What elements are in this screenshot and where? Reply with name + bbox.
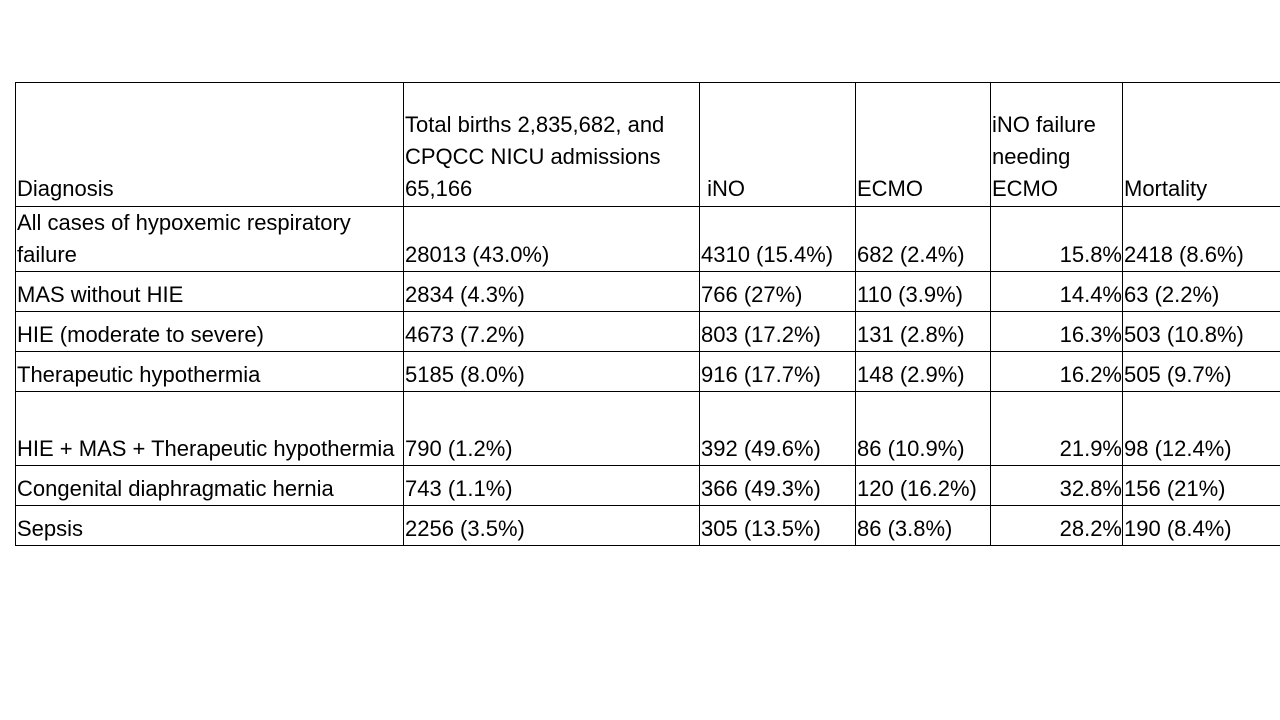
cell-ecmo: 86 (3.8%) (856, 506, 991, 546)
header-ino: iNO (700, 83, 856, 207)
cell-total: 4673 (7.2%) (404, 312, 700, 352)
cell-mortality: 63 (2.2%) (1123, 272, 1280, 312)
cell-mortality: 503 (10.8%) (1123, 312, 1280, 352)
cell-ino: 305 (13.5%) (700, 506, 856, 546)
cell-ino: 392 (49.6%) (700, 392, 856, 466)
cell-ino-failure: 16.3% (991, 312, 1123, 352)
table-row (16, 272, 1280, 312)
cell-ino-failure: 14.4% (991, 272, 1123, 312)
header-mortality: Mortality (1123, 83, 1280, 207)
cell-ecmo: 131 (2.8%) (856, 312, 991, 352)
cell-ino: 366 (49.3%) (700, 466, 856, 506)
cell-total: 28013 (43.0%) (404, 207, 700, 272)
cell-ecmo: 148 (2.9%) (856, 352, 991, 392)
cell-ino-failure: 28.2% (991, 506, 1123, 546)
cell-diagnosis: Therapeutic hypothermia (16, 352, 404, 392)
cell-total: 743 (1.1%) (404, 466, 700, 506)
cell-ino: 916 (17.7%) (700, 352, 856, 392)
cell-mortality: 505 (9.7%) (1123, 352, 1280, 392)
cell-mortality: 2418 (8.6%) (1123, 207, 1280, 272)
cell-total: 2834 (4.3%) (404, 272, 700, 312)
cell-ino-failure: 21.9% (991, 392, 1123, 466)
header-total-births: Total births 2,835,682, and CPQCC NICU admissions 65,166 (404, 83, 700, 207)
cell-diagnosis: HIE (moderate to severe) (16, 312, 404, 352)
table-header-row (16, 83, 1280, 207)
data-table (15, 82, 1280, 546)
cell-ino-failure: 15.8% (991, 207, 1123, 272)
cell-ecmo: 110 (3.9%) (856, 272, 991, 312)
table-row (16, 392, 1280, 466)
cell-ino: 4310 (15.4%) (700, 207, 856, 272)
cell-ecmo: 120 (16.2%) (856, 466, 991, 506)
cell-ecmo: 682 (2.4%) (856, 207, 991, 272)
cell-ino-failure: 16.2% (991, 352, 1123, 392)
cell-ino-failure: 32.8% (991, 466, 1123, 506)
cell-total: 790 (1.2%) (404, 392, 700, 466)
cell-mortality: 156 (21%) (1123, 466, 1280, 506)
header-ecmo: ECMO (856, 83, 991, 207)
table-row (16, 312, 1280, 352)
cell-ino: 803 (17.2%) (700, 312, 856, 352)
header-ino-failure: iNO failure needing ECMO (991, 83, 1123, 207)
table-row (16, 466, 1280, 506)
cell-ino: 766 (27%) (700, 272, 856, 312)
table-row (16, 506, 1280, 546)
cell-diagnosis: MAS without HIE (16, 272, 404, 312)
cell-total: 2256 (3.5%) (404, 506, 700, 546)
cell-diagnosis: Congenital diaphragmatic hernia (16, 466, 404, 506)
table-row (16, 207, 1280, 272)
cell-mortality: 190 (8.4%) (1123, 506, 1280, 546)
cell-total: 5185 (8.0%) (404, 352, 700, 392)
cell-mortality: 98 (12.4%) (1123, 392, 1280, 466)
cell-ecmo: 86 (10.9%) (856, 392, 991, 466)
cell-diagnosis: All cases of hypoxemic respiratory failure (16, 207, 404, 272)
header-diagnosis: Diagnosis (16, 83, 404, 207)
cell-diagnosis: Sepsis (16, 506, 404, 546)
cell-diagnosis: HIE + MAS + Therapeutic hypothermia (16, 392, 404, 466)
table-row (16, 352, 1280, 392)
